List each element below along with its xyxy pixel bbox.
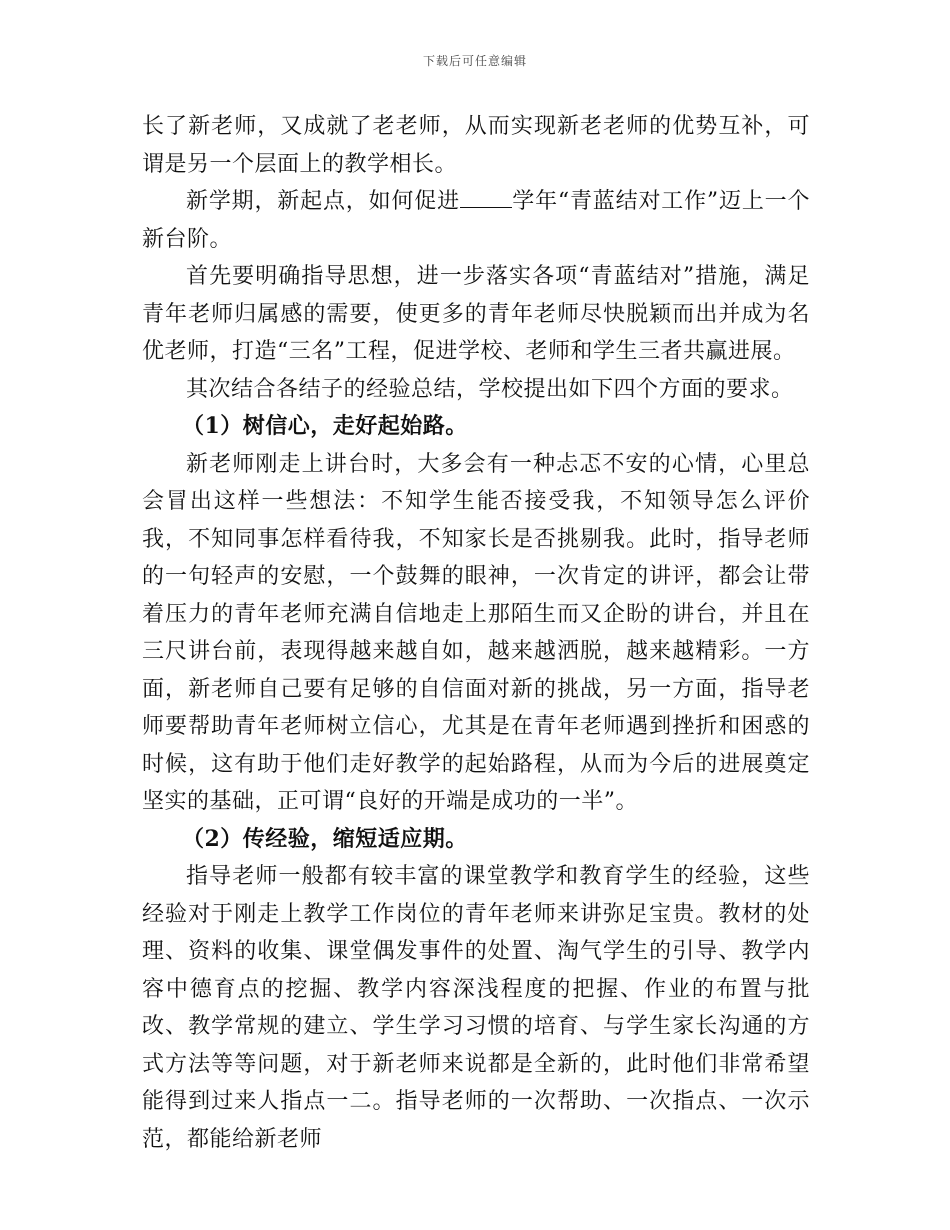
- paragraph-new-semester: [142, 183, 810, 258]
- document-body: [142, 108, 810, 1158]
- paragraph-new-semester-end: 学年“青蓝结对工作”迈上一个新台阶。: [142, 189, 810, 252]
- paragraph-continuation: 长了新老师，又成就了老老师，从而实现新老老师的优势互补，可谓是另一个层面上的教学相长。: [142, 114, 810, 177]
- paragraph-new-semester-start: 新学期，新起点，如何促进: [186, 189, 460, 214]
- section-heading-1: （1）树信心，走好起始路。: [182, 413, 468, 439]
- paragraph-guiding-thought: 首先要明确指导思想，进一步落实各项“青蓝结对”措施，满足青年老师归属感的需要，使更多的青年老师尽快脱颖而出并成为名优老师，打造“三名”工程，促进学校、老师和学生三者共赢进展。: [142, 264, 810, 364]
- section-heading-2: （2）传经验，缩短适应期。: [182, 825, 468, 852]
- paragraph-experience: 指导老师一般都有较丰富的课堂教学和教育学生的经验，这些经验对于刚走上教学工作岗位的青年老师来讲弥足宝贵。教材的处理、资料的收集、课堂偶发事件的处置、淘气学生的引导、教学内容中德育点的挖掘、教学内容深浅程度的把握、作业的布置与批改、教学常规的建立、学生学习习惯的培育、与学生家长沟通的方式方法等等问题，对于新老师来说都是全新的，此时他们非常希望能得到过来人指点一二。指导老师的一次帮助、一次指点、一次示范，都能给新老师: [142, 864, 810, 1152]
- page-header-note: 下载后可任意编辑: [422, 54, 527, 68]
- paragraph-requirements-intro: 其次结合各结子的经验总结，学校提出如下四个方面的要求。: [186, 376, 794, 402]
- paragraph-confidence: 新老师刚走上讲台时，大多会有一种忐忑不安的心情，心里总会冒出这样一些想法：不知学生能否接受我，不知领导怎么评价我，不知同事怎样看待我，不知家长是否挑剔我。此时，指导老师的一句轻声的安慰，一个鼓舞的眼神，一次肯定的讲评，都会让带着压力的青年老师充满自信地走上那陌生而又企盼的讲台，并且在三尺讲台前，表现得越来越自如，越来越洒脱，越来越精彩。一方面，新老师自己要有足够的自信面对新的挑战，另一方面，指导老师要帮助青年老师树立信心，尤其是在青年老师遇到挫折和困惑的时候，这有助于他们走好教学的起始路程，从而为今后的进展奠定坚实的基础，正可谓“良好的开端是成功的一半”。: [142, 451, 810, 814]
- fill-in-blank: [460, 187, 512, 208]
